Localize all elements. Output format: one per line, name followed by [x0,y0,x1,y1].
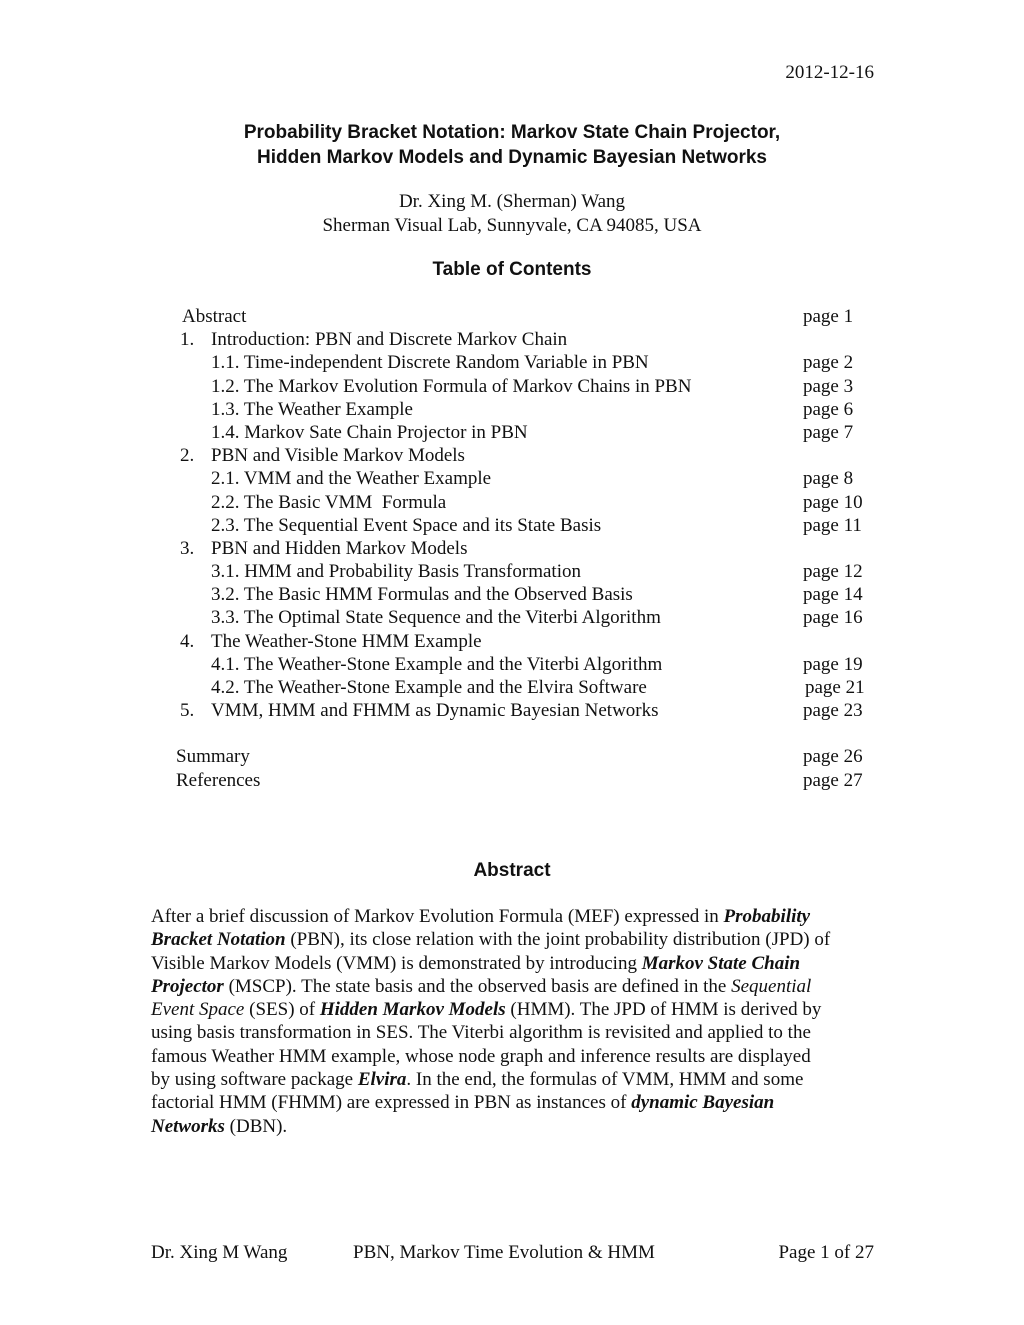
toc-label: References [176,769,261,791]
toc-page: page 23 [803,700,863,722]
toc-label: 3.1. HMM and Probability Basis Transformation [211,561,581,583]
abstract-line [151,905,881,928]
toc-label: VMM, HMM and FHMM as Dynamic Bayesian Networks [211,700,659,722]
abstract-line: famous Weather HMM example, whose node graph and inference results are displayed [151,1045,811,1067]
toc-section-5 [0,699,1024,722]
toc-label: 4.1. The Weather-Stone Example and the Viterbi Algorithm [211,653,663,675]
abstract-text: (MSCP). The state basis and the observed basis are defined in the [223,975,732,997]
abstract-text: . In the end, the formulas of VMM, HMM and some [406,1069,804,1091]
toc-subsection-2-2 [0,491,1024,514]
toc-subsection-3-3 [0,606,1024,629]
abstract-emphasis: Bracket Notation [151,929,286,951]
toc-page: page 2 [803,352,854,374]
abstract-italic: Sequential [731,975,812,997]
toc-label: 2.2. The Basic VMM Formula [211,491,447,513]
abstract-emphasis: Probability [723,906,811,927]
abstract-text: factorial HMM (FHMM) are expressed in PBN as instances of [151,1092,632,1114]
toc-page: page 3 [803,375,854,397]
document-date: 2012-12-16 [785,62,874,83]
abstract-line [151,1091,881,1114]
toc-page: page 27 [803,769,863,791]
toc-number: 3. [180,537,195,559]
table-of-contents [0,305,1024,792]
abstract-text: (PBN), its close relation with the joint probability distribution (JPD) of [285,929,831,951]
toc-number: 2. [180,445,195,467]
toc-label: 2.3. The Sequential Event Space and its State Basis [211,514,602,536]
toc-number: 5. [180,700,195,722]
toc-label: 3.2. The Basic HMM Formulas and the Observed Basis [211,584,633,606]
toc-page: page 10 [803,491,863,513]
toc-label: Introduction: PBN and Discrete Markov Chain [211,329,568,351]
toc-label: PBN and Visible Markov Models [211,445,465,467]
abstract-emphasis: Projector [151,975,224,997]
author-block [0,190,1024,238]
paper-title [0,120,1024,170]
toc-subsection-1-1 [0,351,1024,374]
abstract-emphasis: Markov State Chain [641,952,801,974]
abstract-text: (SES) of [244,999,320,1021]
abstract-line [151,1115,881,1138]
toc-label: 4.2. The Weather-Stone Example and the Elvira Software [211,677,647,698]
toc-subsection-4-2 [0,676,1024,699]
toc-page: page 1 [803,306,854,327]
author-name: Dr. Xing M. (Sherman) Wang [398,191,626,212]
footer-author: Dr. Xing M Wang [151,1242,288,1263]
abstract-line [151,998,881,1021]
toc-section-3 [0,537,1024,560]
toc-label: 3.3. The Optimal State Sequence and the Viterbi Algorithm [211,607,661,629]
toc-subsection-3-1 [0,560,1024,583]
toc-subsection-3-2 [0,583,1024,606]
toc-page: page 19 [803,653,863,675]
abstract-emphasis: Hidden Markov Models [319,999,506,1021]
toc-label: Summary [176,746,250,768]
toc-subsection-2-1 [0,467,1024,490]
toc-page: page 14 [803,584,863,606]
abstract-line [151,975,881,998]
toc-label: The Weather-Stone HMM Example [211,630,482,652]
toc-subsection-4-1 [0,653,1024,676]
abstract-line [151,1068,881,1091]
abstract-text: (DBN). [224,1115,288,1137]
toc-section-4 [0,630,1024,653]
paper-title-line-1: Probability Bracket Notation: Markov State Chain Projector, [243,122,781,143]
toc-entry-references [0,769,1024,792]
toc-number: 4. [180,630,195,652]
footer-title: PBN, Markov Time Evolution & HMM [353,1242,655,1263]
abstract-emphasis: dynamic Bayesian [631,1092,775,1114]
toc-label: 1.1. Time-independent Discrete Random Variable in PBN [211,352,649,374]
author-affiliation: Sherman Visual Lab, Sunnyvale, CA 94085, USA [322,215,702,236]
toc-page: page 26 [803,746,863,768]
toc-label: 1.4. Markov Sate Chain Projector in PBN [211,421,528,443]
toc-subsection-1-3 [0,398,1024,421]
abstract-line: using basis transformation in SES. The Viterbi algorithm is revisited and applied to the [151,1022,811,1044]
toc-subsection-2-3 [0,514,1024,537]
footer-page-number: Page 1 of 27 [778,1242,874,1263]
toc-page: page 16 [803,607,863,629]
abstract-text: After a brief discussion of Markov Evolution Formula (MEF) expressed in [151,906,724,927]
abstract-text: (HMM). The JPD of HMM is derived by [505,999,822,1021]
abstract-line [151,928,881,951]
toc-subsection-1-4 [0,421,1024,444]
toc-page: page 12 [803,561,863,583]
toc-label: PBN and Hidden Markov Models [211,537,468,559]
abstract-text: by using software package [151,1069,358,1091]
toc-label: 1.2. The Markov Evolution Formula of Markov Chains in PBN [211,375,692,397]
toc-label: 1.3. The Weather Example [211,398,413,420]
toc-page: page 8 [803,468,854,490]
abstract-heading: Abstract [473,860,551,881]
toc-page: page 11 [803,514,862,536]
toc-section-1 [0,328,1024,351]
toc-subsection-1-2 [0,375,1024,398]
toc-page: page 21 [805,677,865,698]
toc-label: Abstract [182,306,247,327]
toc-entry-summary [0,745,1024,768]
abstract-emphasis: Elvira [357,1069,407,1091]
toc-heading: Table of Contents [432,259,592,280]
toc-page: page 6 [803,398,854,420]
abstract-text: Visible Markov Models (VMM) is demonstrated by introducing [151,952,642,974]
abstract-body [151,905,881,1138]
abstract-emphasis: Networks [151,1115,225,1137]
abstract-italic: Event Space [151,999,245,1021]
paper-title-line-2: Hidden Markov Models and Dynamic Bayesian Networks [257,147,767,168]
abstract-line [151,952,881,975]
toc-entry-abstract [0,305,1024,328]
toc-section-2 [0,444,1024,467]
toc-number: 1. [180,329,195,351]
toc-label: 2.1. VMM and the Weather Example [211,468,492,490]
toc-page: page 7 [803,421,854,443]
